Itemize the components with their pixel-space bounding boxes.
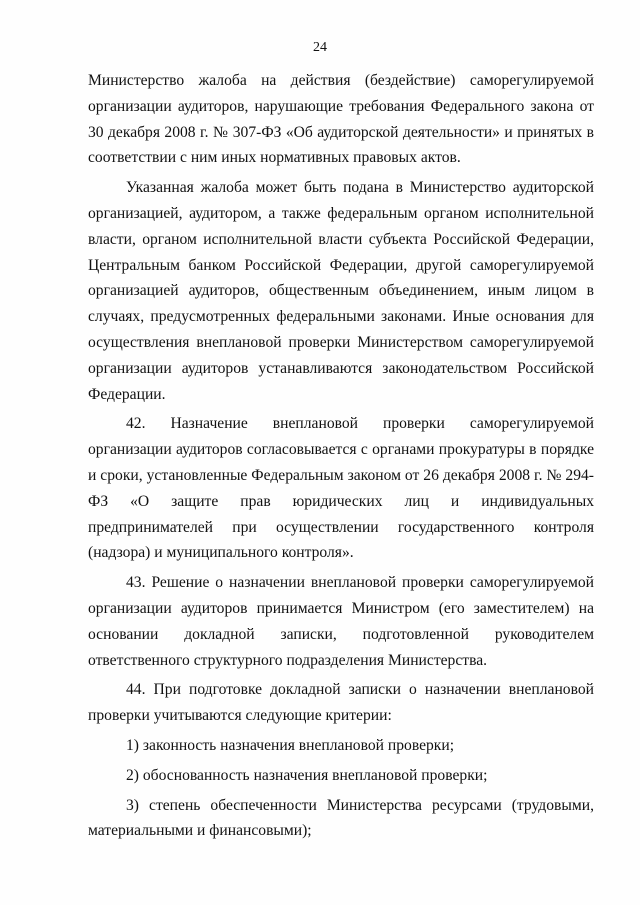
document-body bbox=[88, 68, 594, 848]
paragraph-complaint-continuation: Министерство жалоба на действия (бездействие) саморегулируемой организации аудиторов, нарушающие требования Федерального закона от 30 декабря 2008 г. № 307-ФЗ «Об аудиторской деятельности» и принятых в соответствии с ним иных нормативных правовых актов. bbox=[88, 72, 594, 167]
paragraph-item-43: 43. Решение о назначении внеплановой проверки саморегулируемой организации аудиторов принимается Министром (его заместителем) на основании докладной записки, подготовленной руководителем ответственного структурного подразделения Министерства. bbox=[88, 574, 594, 669]
page-number: 24 bbox=[313, 40, 327, 55]
criteria-item-1: 1) законность назначения внеплановой проверки; bbox=[126, 736, 455, 754]
criteria-item-2: 2) обоснованность назначения внеплановой проверки; bbox=[126, 766, 488, 784]
paragraph-complaint-submitters: Указанная жалоба может быть подана в Министерство аудиторской организацией, аудитором, а также федеральным органом исполнительной власти, органом исполнительной власти субъекта Российской Федерации, Центральным банком Российской Федерации, другой саморегулируемой организацией аудиторов, общественным объединением, иным лицом в случаях, предусмотренных федеральными законами. Иные основания для осуществления внеплановой проверки Министерством саморегулируемой организации аудиторов устанавливаются законодательством Российской Федерации. bbox=[88, 179, 594, 403]
paragraph-item-42: 42. Назначение внеплановой проверки саморегулируемой организации аудиторов согласовывается с органами прокуратуры в порядке и сроки, установленные Федеральным законом от 26 декабря 2008 г. № 294-ФЗ «О защите прав юридических лиц и индивидуальных предпринимателей при осуществлении государственного контроля (надзора) и муниципального контроля». bbox=[88, 415, 594, 562]
paragraph-item-44: 44. При подготовке докладной записки о назначении внеплановой проверки учитываются следующие критерии: bbox=[88, 681, 594, 725]
criteria-item-3: 3) степень обеспеченности Министерства ресурсами (трудовыми, материальными и финансовыми); bbox=[88, 796, 594, 840]
